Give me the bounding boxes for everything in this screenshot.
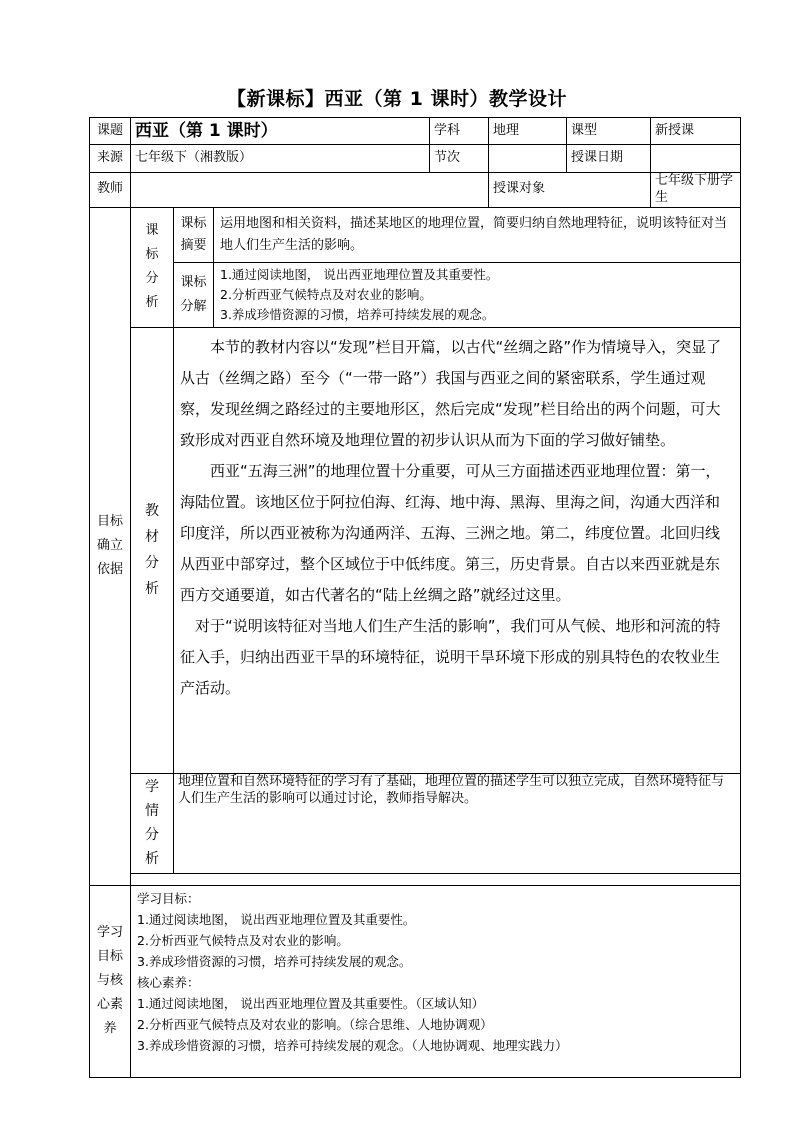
header-row-teacher <box>90 173 741 208</box>
learner-analysis-content: 地理位置和自然环境特征的学习有了基础，地理位置的描述学生可以独立完成，自然环境特征与人们生产生活的影响可以通过讨论，教师指导解决。 <box>174 773 741 873</box>
breakdown-label-text: 课标分解 <box>180 274 207 314</box>
teacher-value <box>131 173 489 208</box>
objectives-heading: 学习目标： <box>137 890 200 906</box>
type-value: 新授课 <box>651 118 741 145</box>
objective-item: 1.通过阅读地图， 说出西亚地理位置及其重要性。 <box>137 911 416 927</box>
textbook-analysis-row <box>90 327 741 773</box>
textbook-analysis-label <box>131 327 174 773</box>
teacher-label: 教师 <box>90 173 131 208</box>
standard-breakdown-row <box>90 262 741 327</box>
summary-text: 运用地图和相关资料，描述某地区的地理位置，简要归纳自然地理特征，说明该特征对当地人们生产生活的影响。 <box>214 207 741 262</box>
breakdown-list <box>214 262 741 327</box>
source-value: 七年级下（湘教版） <box>131 145 430 173</box>
period-value <box>489 145 567 173</box>
standard-analysis-label <box>131 207 174 327</box>
objectives-content <box>131 885 741 1077</box>
header-row-topic <box>90 118 741 145</box>
breakdown-item: 2.分析西亚气候特点及对农业的影响。 <box>220 286 432 302</box>
learner-analysis-text: 学情分析 <box>145 779 159 868</box>
topic-value: 西亚（第 1 课时） <box>131 118 430 145</box>
breakdown-label <box>174 262 214 327</box>
subject-value: 地理 <box>489 118 567 145</box>
document-title: 【新课标】西亚（第 1 课时）教学设计 <box>227 88 567 110</box>
source-label: 来源 <box>90 145 131 173</box>
textbook-paragraph: 本节的教材内容以“发现”栏目开篇，以古代“丝绸之路”作为情境导入，突显了从古（丝绸之路）至今（“一带一路”）我国与西亚之间的紧密联系，学生通过观察，发现丝绸之路经过的主要地形区，然后完成“发现”栏目给出的两个问题，可大致形成对西亚自然环境及地理位置的初步认识从而为下面的学习做好铺垫。 <box>180 337 722 449</box>
textbook-analysis-text: 教材分析 <box>145 503 159 598</box>
subject-label: 学科 <box>430 118 489 145</box>
literacy-item: 3.养成珍惜资源的习惯，培养可持续发展的观念。（人地协调观、地理实践力） <box>137 1037 568 1053</box>
textbook-analysis-content <box>174 327 741 773</box>
summary-label-text: 课标摘要 <box>180 215 207 253</box>
date-value <box>651 145 741 173</box>
basis-label <box>90 207 131 885</box>
spacer-cell <box>131 873 741 885</box>
lesson-plan-table <box>89 117 741 1078</box>
breakdown-item: 1.通过阅读地图， 说出西亚地理位置及其重要性。 <box>220 266 499 282</box>
header-row-source <box>90 145 741 173</box>
textbook-paragraph: 西亚“五海三洲”的地理位置十分重要，可从三方面描述西亚地理位置：第一，海陆位置。该地区位于阿拉伯海、红海、地中海、黑海、里海之间，沟通大西洋和印度洋，所以西亚被称为沟通两洋、五海、三洲之地。第二，纬度位置。北回归线从西亚中部穿过，整个区域位于中低纬度。第三，历史背景。自古以来西亚就是东西方交通要道，如古代著名的“陆上丝绸之路”就经过这里。 <box>180 461 721 604</box>
objectives-label <box>90 885 131 1077</box>
literacy-heading: 核心素养： <box>137 974 200 990</box>
textbook-paragraph: 对于“说明该特征对当地人们生产生活的影响”，我们可从气候、地形和河流的特征入手，归纳出西亚干旱的环境特征，说明干旱环境下形成的别具特色的农牧业生产活动。 <box>180 616 721 697</box>
standard-summary-row <box>90 207 741 262</box>
objective-item: 2.分析西亚气候特点及对农业的影响。 <box>137 932 349 948</box>
date-label: 授课日期 <box>567 145 651 173</box>
type-label: 课型 <box>567 118 651 145</box>
topic-label: 课题 <box>90 118 131 145</box>
spacer-row <box>90 873 741 885</box>
breakdown-item: 3.养成珍惜资源的习惯，培养可持续发展的观念。 <box>220 306 495 322</box>
learner-analysis-label <box>131 773 174 873</box>
standard-analysis-text: 课标分析 <box>145 223 159 311</box>
audience-label: 授课对象 <box>489 173 651 208</box>
literacy-item: 1.通过阅读地图， 说出西亚地理位置及其重要性。（区域认知） <box>137 995 485 1011</box>
literacy-item: 2.分析西亚气候特点及对农业的影响。（综合思维、人地协调观） <box>137 1016 493 1032</box>
learner-analysis-row <box>90 773 741 873</box>
basis-label-text: 目标确立依据 <box>96 514 123 578</box>
period-label: 节次 <box>430 145 489 173</box>
objectives-row <box>90 885 741 1077</box>
audience-value: 七年级下册学生 <box>651 173 741 208</box>
objectives-label-text: 学习目标与核心素养 <box>96 925 123 1037</box>
objective-item: 3.养成珍惜资源的习惯，培养可持续发展的观念。 <box>137 953 412 969</box>
summary-label <box>174 207 214 262</box>
